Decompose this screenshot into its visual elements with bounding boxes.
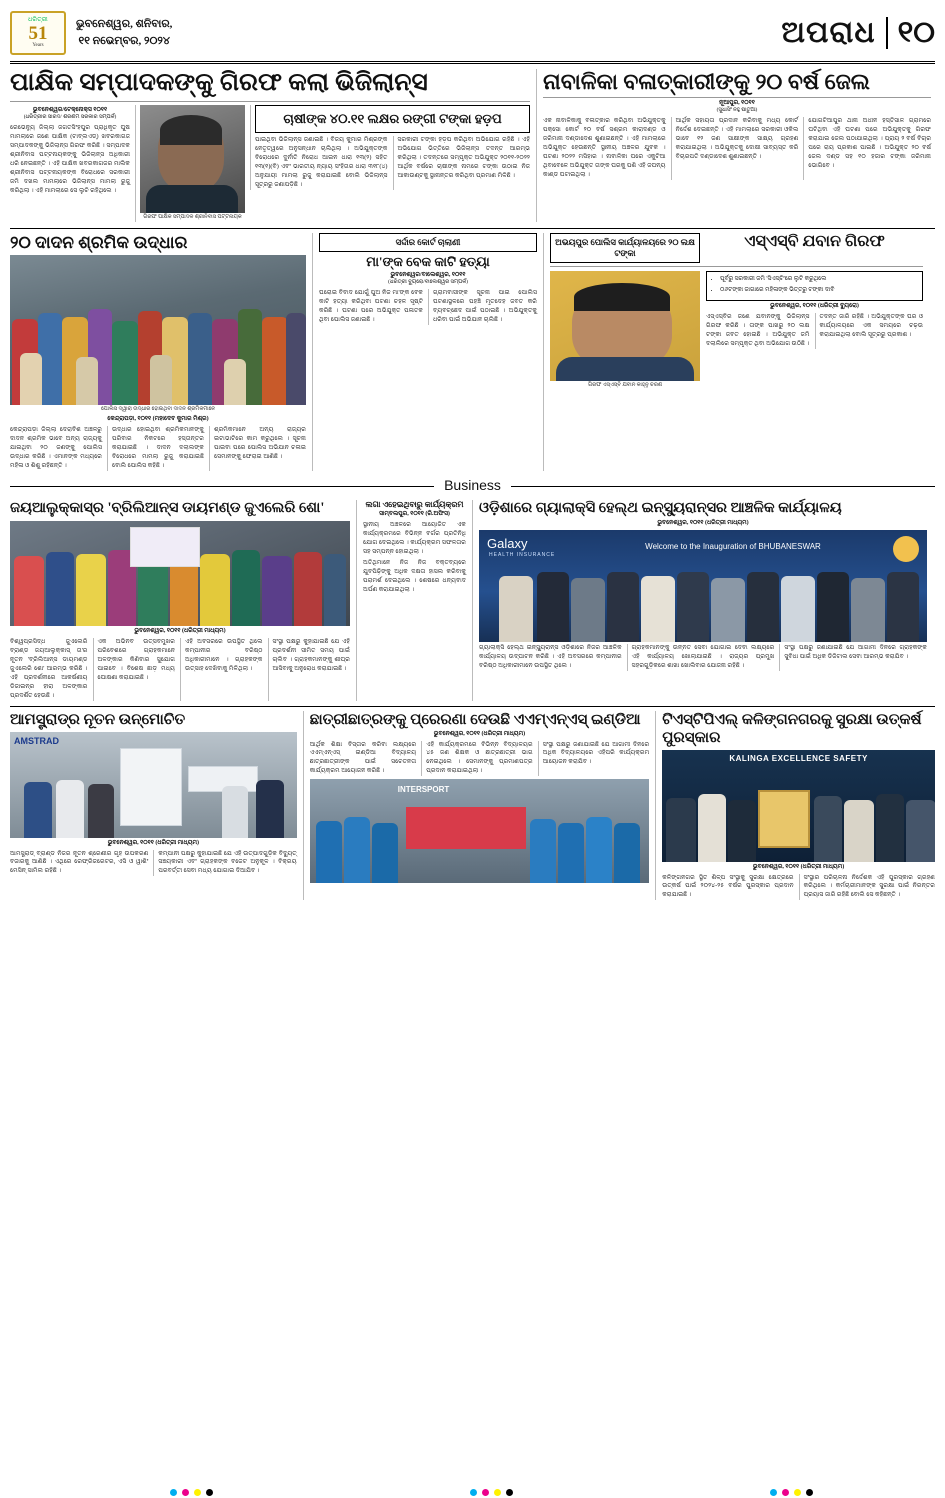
amns-photo: [310, 779, 649, 883]
top-section: [10, 69, 935, 222]
rescue-col1: କେନ୍ଦ୍ରାପଡ଼ା ଜିଲ୍ଲା ଦେରାବିଶ ଅଞ୍ଚଳରୁ ଦାଦନ ଶ୍ରମିକ ଭାବେ ଅନ୍ୟ ରାଜ୍ୟକୁ ଯାଇଥିବା ୨୦ ଜଣଙ୍କୁ ପୋଲିସ ଉଦ୍ଧାର କରିଛି । ଏମାନଙ୍କ ମଧ୍ୟରେ ମହିଳା ଓ ଶିଶୁ ରହିଛନ୍ତି ।: [10, 426, 102, 470]
jewellery-col1: ବିଶ୍ୱପ୍ରସିଦ୍ଧ ଜୁଏଲେରି ବ୍ରାଣ୍ଡ ଜୟଆଲୁକ୍କାସ୍ ତା'ର ନୂତନ 'ବ୍ରିଲିଆନ୍ସ ଡାୟମଣ୍ଡ ଜୁଏଲେରି ଶୋ' ଆରମ୍ଭ କରିଛି । ଏହି ପ୍ରଦର୍ଶନୀରେ ଆକର୍ଷଣୀୟ ଡିଜାଇନ୍‌ର ହୀରା ଅଳଙ୍କାର ପ୍ରଦର୍ଶିତ ହେଉଛି ।: [10, 637, 88, 699]
ssb-kicker: ଅଭୟପୁର ପୋଲିସ କାର୍ଯ୍ୟାଳୟରେ ୨୦ ଲକ୍ଷ ଟଙ୍କା: [550, 233, 700, 263]
lead-story-left: [10, 69, 530, 222]
masthead: [10, 8, 935, 64]
rescue-headline: ୨୦ ଦାଦନ ଶ୍ରମିକ ଉଦ୍ଧାର: [10, 232, 188, 252]
masthead-left: [10, 11, 172, 55]
amstrad-photo: [10, 732, 297, 838]
ssb-bullet-box: [706, 271, 923, 301]
amns-headline: ଛାତ୍ରୀଛାତ୍ରଙ୍କୁ ପ୍ରେରଣା ଦେଉଛି ଏଏମ୍‌ଏନ୍‌ଏସ୍ ଇଣ୍ଡିଆ: [309, 711, 641, 728]
publication-logo: [10, 11, 66, 55]
murder-story: [312, 233, 537, 471]
lead-story-right: [536, 69, 931, 222]
amns-byline: ଭୁବନେଶ୍ୱର, ୧୦୧୧ (ଧରିତ୍ରୀ ମାଧ୍ୟମ): [433, 730, 526, 737]
jewellery-byline: ଭୁବନେଶ୍ୱର, ୧୦୧୧ (ଧରିତ୍ରୀ ମାଧ୍ୟମ): [134, 627, 226, 634]
galaxy-banner-logo: Galaxy: [487, 535, 528, 551]
rescue-col3: ଶ୍ରମିକମାନେ ଅନ୍ୟ ରାଜ୍ୟର ଇଟାଭାଟିରେ କାମ କରୁଥିଲେ । ସୂଚନା ପାଇବା ପରେ ପୋଲିସ ଅଭିଯାନ ଚଳାଇ ସେମାନଙ୍କୁ ଫେରାଇ ଆଣିଛି ।: [209, 426, 306, 471]
lead-right-col2: ଆର୍ଥିକ ସହାୟତା ପ୍ରଦାନ କରିବାକୁ ମଧ୍ୟ କୋର୍ଟ ନିର୍ଦ୍ଦେଶ ଦେଇଛନ୍ତି । ଏହି ମାମଲାରେ ସରକାରୀ ଓକିଲ ଭାବେ ୧୨ ଜଣ ସାକ୍ଷୀଙ୍କ ସାକ୍ଷ୍ୟ ଗ୍ରହଣ କରାଯାଇଥିଲା । ଅଭିଯୁକ୍ତକୁ ଦୋଷୀ ସାବ୍ୟସ୍ତ କରି ବିଚାରପତି ଦଣ୍ଡାଦେଶ ଶୁଣାଇଛନ୍ତି ।: [671, 117, 799, 180]
lead-right-byline: ନୂଆପୁର, ୧୦୧୧ (ସୁଧାସିଂ ନହୁ ଷାତୁଆ): [716, 100, 758, 114]
header-divider: [886, 17, 888, 49]
registration-dots-left: [170, 1489, 213, 1496]
rescue-photo: [10, 255, 306, 405]
galaxy-byline: ଭୁବନେଶ୍ୱର, ୧୦୧୧ (ଧରିତ୍ରୀ ମାଧ୍ୟମ): [657, 519, 749, 526]
ssb-col1: ଏସ୍‌ଏସ୍‌ବିର ଜଣେ ଯବାନଙ୍କୁ ଭିଜିଲାନ୍ସ ଗିରଫ କରିଛି । ତାଙ୍କ ପାଖରୁ ୨୦ ଲକ୍ଷ ଟଙ୍କା ଜବତ ହୋଇଛି । ଅଭିଯୁକ୍ତ ଜମି ଦଲାଲିରେ ସମ୍ପୃକ୍ତ ଥିବା ଅଭିଯୋଗ ଉଠିଛି ।: [706, 312, 810, 347]
galaxy-banner-sub: HEALTH INSURANCE: [489, 551, 556, 558]
rescue-story: [10, 233, 306, 471]
rescue-byline: କେନ୍ଦ୍ରାପଡ଼ା, ୧୦୧୧ (ମହାଦେବ କୁମାର ମିଶ୍ର): [107, 416, 209, 423]
galaxy-headline: ଓଡ଼ିଶାରେ ଗ୍ୟାଲାକ୍ସି ହେଲ୍ଥ ଇନ୍‌ସ୍ୟୁରାନ୍ସର ଆଞ୍ଚଳିକ କାର୍ଯ୍ୟାଳୟ: [479, 500, 842, 517]
page-number: ୧୦: [897, 15, 935, 49]
sambalpur-byline: ସାମ୍ବଲପୁର, ୧୦୧୧ (ରି.ଅଫିସ): [379, 511, 450, 518]
murder-kicker: ସର୍ଦ୍ଦାର କୋର୍ଟ ଚାଲାଣୀ: [319, 233, 537, 252]
print-registration-marks: [0, 1486, 945, 1498]
jewellery-headline: ଜୟଆଲୁକ୍କାସ୍‌ର 'ବ୍ରିଲିଆନ୍ସ ଡାୟମଣ୍ଡ ଜୁଏଲେରି ଶୋ': [10, 500, 325, 517]
dateline-place: ଭୁବନେଶ୍ୱର, ଶନିବାର,: [76, 18, 173, 30]
amstrad-story: [10, 711, 297, 901]
amns-story: [303, 711, 649, 901]
lead-left-col1: ରେଭେନ୍ୟୁ ଜିଲ୍ଲା ଜଗତସିଂହପୁର ପ୍ରାଧିକୃତ ଘୁଷ ମାମଲାରେ ଜଣେ ପାକ୍ଷିକ (ଟାବ୍ଲଏଡ୍‌) ଖବରକାଗଜ ସମ୍ପାଦକଙ୍କୁ ଭିଜିଲାନ୍ସ ଗିରଫ କରିଛି । ସମ୍ପାଦକ ଶ୍ରୀନିବାସ ପଟ୍ଟନାୟକଙ୍କୁ ଭିଜିଲାନ୍ସ ଅଧିକାରୀ ଧରି ନେଇଛନ୍ତି । ଏହି ପାକ୍ଷିକ ଖବରକାଗଜର ମାଲିକ ଶ୍ରୀନିବାସ ପଟ୍ଟନାୟକଙ୍କ ବିରୋଧରେ ସରକାରୀ ଜମି ଦଖଲ ମାମଲାରେ ଭିଜିଲାନ୍ସ ମାମଲା ରୁଜୁ କରିଥିଲା । ଏହି ମାମଲାରେ ସେ ଲୁଚି ରହିଥିଲେ ।: [10, 123, 130, 194]
safety-byline: ଭୁବନେଶ୍ୱର, ୧୦୧୧ (ଧରିତ୍ରୀ ମାଧ୍ୟମ): [752, 863, 845, 870]
ssb-bullet-1: • ପୂର୍ବରୁ ସରକାରୀ ଜମି 'ସିଏସ୍‌ଟି'ରେ ଲୁଟି କରୁଥିଲେ: [720, 275, 918, 284]
sambalpur-col2: ଅତିଥିମାନେ ନିଜ ନିଜ ବକ୍ତବ୍ୟରେ ଯୁବପିଢ଼ିଙ୍କୁ ଅଧିକ ଦକ୍ଷତା ହାସଲ କରିବାକୁ ପରାମର୍ଶ ଦେଇଥିଲେ । ଶେଷରେ ଧନ୍ୟବାଦ ଅର୍ପଣ କରାଯାଇଥିଲା ।: [363, 559, 466, 594]
amstrad-brand-label: AMSTRAD: [14, 735, 59, 746]
amns-banner-label: INTERSPORT: [397, 785, 450, 795]
logo-years-label: Years: [32, 43, 44, 48]
lead-left-subheadline: ଚାଷୀଙ୍କ ୪୦.୧୧ ଲକ୍ଷର ରଙ୍ଗୀ ଟଙ୍କା ହଡ଼ପ: [255, 105, 530, 133]
galaxy-story: [472, 500, 927, 700]
safety-col2: ସଂସ୍ଥାର ପରିଚାଳନା ନିର୍ଦ୍ଦେଶକ ଏହି ପୁରସ୍କାର ଗ୍ରହଣ କରିଥିଲେ । କର୍ମଚାରୀମାନଙ୍କ ସୁରକ୍ଷା ପାଇଁ ନିରନ୍ତର ପ୍ରୟାସ ଜାରି ରହିଛି ବୋଲି ସେ କହିଛନ୍ତି ।: [799, 874, 935, 901]
ssb-col2: ତଦନ୍ତ ଜାରି ରହିଛି । ଅଭିଯୁକ୍ତଙ୍କ ଘର ଓ କାର୍ଯ୍ୟାଳୟରେ ଏକ ସମୟରେ ଚଢ଼ଉ କରାଯାଇଥିଲା ବୋଲି ସୂତ୍ରରୁ ପ୍ରକାଶ ।: [815, 313, 924, 349]
ssb-headline: ଏସ୍‌ଏସ୍‌ବି ଯବାନ ଗିରଫ: [744, 232, 885, 250]
middle-section: [10, 233, 935, 471]
galaxy-photo: [479, 530, 927, 642]
lead-left-col2: ପାଇଥିବା ଭିଜିଲାନ୍ସ ଜଣାଇଛି । ବିଜୟ କୁମାର ମିଶ୍ରଙ୍କ ନେତୃତ୍ୱରେ ଅନୁସନ୍ଧାନ ଚାଲିଥିଲା । ଅଭିଯୁକ୍ତଙ୍କ ବିରୋଧରେ ଦୁର୍ନୀତି ନିରୋଧ ଆଇନ ଧାରା ୧୩(୨) ସହିତ ୧୩(୧)(ବି) ଏବଂ ଭାରତୀୟ ନ୍ୟାୟ ସଂହିତାର ଧାରା ୩୧୮(୪) ଅନୁଯାୟୀ ମାମଲା ରୁଜୁ କରାଯାଇଛି ବୋଲି ଭିଜିଲାନ୍ସ ସୂତ୍ରରୁ ଜଣାପଡ଼ିଛି ।: [255, 136, 388, 188]
ssb-photo: [550, 271, 700, 381]
ssb-byline: ଭୁବନେଶ୍ୱର, ୧୦୧୧ (ଧରିତ୍ରୀ ବ୍ୟୁରୋ): [770, 302, 859, 309]
sambalpur-story: [356, 500, 466, 700]
galaxy-banner-welcome: Welcome to the Inauguration of BHUBANESWAR: [645, 541, 821, 551]
lead-left-photo: [140, 105, 245, 213]
lead-right-col1: ଏକ ନାବାଳିକାକୁ ବଳାତ୍କାର କରିଥିବା ଅଭିଯୁକ୍ତକୁ ପକ୍‌ସୋ କୋର୍ଟ ୨୦ ବର୍ଷ ସଶ୍ରମ କାରାଦଣ୍ଡ ଓ ଜରିମାନା ଦଣ୍ଡାଦେଶ ଶୁଣାଇଛନ୍ତି । ଏହି ମାମଲାରେ ଅଭିଯୁକ୍ତ ହେଉଛନ୍ତି ସ୍ଥାନୀୟ ଅଞ୍ଚଳର ଯୁବକ । ଘଟଣା ୨୦୨୨ ମସିହାର । ନାବାଳିକା ଘରେ ଏକୁଟିଆ ଥିବାବେଳେ ଅଭିଯୁକ୍ତ ତାଙ୍କ ଘରକୁ ପଶି ଏହି ଜଘନ୍ୟ କାଣ୍ଡ ଘଟାଇଥିଲା ।: [543, 117, 666, 179]
amns-col3: ସଂସ୍ଥା ପକ୍ଷରୁ ଜଣାଯାଇଛି ଯେ ଆଗାମୀ ଦିନରେ ଅଧିକ ବିଦ୍ୟାଳୟରେ ଏହିପରି କାର୍ଯ୍ୟକ୍ରମ ଆୟୋଜନ କରାଯିବ ।: [538, 741, 650, 777]
dateline: [76, 16, 172, 49]
lead-left-headline: ପାକ୍ଷିକ ସମ୍ପାଦକଙ୍କୁ ଗିରଫ କଲା ଭିଜିଲାନ୍ସ: [10, 69, 428, 96]
safety-headline: ଟିଏସ୍‌ଟିପିଏଲ୍ କଳିଙ୍ଗନଗରକୁ ସୁରକ୍ଷା ଉତ୍କର୍ଷ ପୁରସ୍କାର: [662, 711, 922, 746]
section-name: ଅପରାଧ: [781, 15, 876, 49]
lead-left-byline: ଭୁବନେଶ୍ୱର/ଟେକ୍ନୋକ୍ସ ୧୦୧୧ (ଧରିତ୍ରୀର ସାରଦ/ ଶରଣମ ସରକାର ସମ୍ପର୍କ): [23, 106, 117, 120]
amns-col1: ଆର୍ଥିକ ଶିକ୍ଷା ବିସ୍ତାର କରିବା ଲକ୍ଷ୍ୟରେ ଏଏମ୍‌ଏନ୍‌ଏସ୍ ଇଣ୍ଡିଆ ବିଦ୍ୟାଳୟ ଛାତ୍ରଛାତ୍ରୀଙ୍କ ପାଇଁ ସଚେତନତା କାର୍ଯ୍ୟକ୍ରମ ଆୟୋଜନ କରିଛି ।: [309, 740, 417, 775]
amstrad-byline: ଭୁବନେଶ୍ୱର, ୧୦୧୧ (ଧରିତ୍ରୀ ମାଧ୍ୟମ): [107, 839, 200, 846]
dateline-date: ୧୧ ନଭେମ୍ବର, ୨୦୨୪: [78, 34, 170, 47]
sambalpur-col1: ସ୍ଥାନୀୟ ଅଞ୍ଚଳରେ ଆୟୋଜିତ ଏକ କାର୍ଯ୍ୟକ୍ରମରେ ବିଭିନ୍ନ ବର୍ଗର ପ୍ରତିନିଧି ଯୋଗ ଦେଇଥିଲେ । କାର୍ଯ୍ୟକ୍ରମ ସଫଳତାର ସହ ସମ୍ପନ୍ନ ହୋଇଥିଲା ।: [363, 521, 466, 556]
amns-col2: ଏହି କାର୍ଯ୍ୟକ୍ରମରେ ବିଭିନ୍ନ ବିଦ୍ୟାଳୟର ୪୫ ଜଣ ଶିକ୍ଷକ ଓ ଛାତ୍ରଛାତ୍ରୀ ଭାଗ ନେଇଥିଲେ । ସେମାନଙ୍କୁ ପ୍ରମାଣପତ୍ର ପ୍ରଦାନ କରାଯାଇଥିଲା ।: [421, 741, 533, 777]
business-band: [10, 477, 935, 495]
ssb-story: [543, 233, 923, 471]
logo-anniversary-number: 51: [28, 23, 48, 44]
safety-col1: କଳିଙ୍ଗନଗର ସ୍ଥିତ ଶିଳ୍ପ ସଂସ୍ଥାକୁ ସୁରକ୍ଷା କ୍ଷେତ୍ରରେ ଉତ୍କର୍ଷ ପାଇଁ ୨୦୨୪-୨୫ ବର୍ଷର ପୁରସ୍କାର ପ୍ରଦାନ କରାଯାଇଛି ।: [662, 873, 794, 899]
lead-left-photo-caption: ଗିରଫ ପାକ୍ଷିକ ସମ୍ପାଦକ ଶ୍ରୀନିବାସ ପଟ୍ଟନାୟକ: [143, 213, 242, 220]
murder-col1: ଘରୋଇ ବିବାଦ ଯୋଗୁଁ ପୁଅ ନିଜ ମା'ଙ୍କ ବେକ କାଟି ହତ୍ୟା କରିଥିବା ଘଟଣା ଚହଳ ସୃଷ୍ଟି କରିଛି । ଘଟଣା ପରେ ଅଭିଯୁକ୍ତ ପଳାତକ ଥିବା ପୋଲିସ ଜଣାଇଛି ।: [319, 288, 423, 323]
lead-left-col3: ସରକାରୀ ଟଙ୍କା ହଡ଼ପ କରିଥିବା ଅଭିଯୋଗ ରହିଛି । ଏହି ଅଭିଯୋଗ ଭିତ୍ତିରେ ଭିଜିଲାନ୍ସ ତଦନ୍ତ ଆରମ୍ଭ କରିଥିଲା । ତଦନ୍ତରେ ସମ୍ପୃକ୍ତ ଅଭିଯୁକ୍ତ ୨୦୧୧-୨୦୨୨ ଆର୍ଥିକ ବର୍ଷରେ ଚାଷୀଙ୍କ ନାମରେ ଟଙ୍କା ଉଠାଇ ନିଜ ଆକାଉଣ୍ଟକୁ ସ୍ଥାନାନ୍ତର କରିଥିବା ପ୍ରମାଣ ମିଳିଛି ।: [393, 136, 531, 190]
safety-award-story: [655, 711, 935, 901]
rescue-photo-caption: ପୋଲିସ ଦ୍ୱାରା ଉଦ୍ଧାର ହୋଇଥିବା ଦାଦନ ଶ୍ରମିକମାନେ: [100, 406, 215, 413]
murder-byline: ଭୁବନେଶ୍ୱର/ବାଲେଶ୍ୱର, ୧୦୧୧ (ଧରିତ୍ରୀ ବ୍ୟୁରୋ/ବାଲେଶ୍ୱର ସମ୍ପର୍କ): [388, 271, 468, 285]
business-label: Business: [434, 477, 511, 493]
amstrad-col1: ଆମସ୍ଟ୍ରାଡ୍ ବ୍ରାଣ୍ଡ ନିଜର ନୂତନ ଶ୍ରେଣୀର ଗୃହ ଉପକରଣ ବଜାରକୁ ଆଣିଛି । ଏଥିରେ ରେଫ୍ରିଜରେଟର, ଏସି ଓ ୱାଶିଂ ମେସିନ୍ ସାମିଲ ରହିଛି ।: [10, 849, 149, 875]
sambalpur-kicker: ଲଗା ଏହେଇଥିବାରୁ କାର୍ଯ୍ୟକ୍ରମ: [365, 500, 464, 510]
jewellery-col2: ଏକ ଅଭିନବ ଉତ୍ସବମୁଖର ପରିବେଶରେ ଗ୍ରାହକମାନେ ଅଳଙ୍କାର କିଣିବାର ସୁଯୋଗ ପାଇବେ । ବିଶେଷ ଛାଡ଼ ମଧ୍ୟ ଘୋଷଣା କରାଯାଇଛି ।: [93, 638, 176, 701]
galaxy-col2: ଗ୍ରାହକମାନଙ୍କୁ ଉନ୍ନତ ସେବା ଯୋଗାଇ ଦେବା ଲକ୍ଷ୍ୟରେ ଏହି କାର୍ଯ୍ୟାଳୟ ଖୋଲାଯାଇଛି । ରାଜ୍ୟର ପ୍ରମୁଖ ସହରଗୁଡ଼ିକରେ ଶାଖା ଖୋଲିବାର ଯୋଜନା ରହିଛି ।: [627, 644, 775, 671]
murder-headline: ମା'ଙ୍କ ବେକ କାଟି ହତ୍ୟା: [366, 253, 490, 269]
rescue-col2: ଉଦ୍ଧାର ହୋଇଥିବା ଶ୍ରମିକମାନଙ୍କୁ ପରିବାର ନିକଟରେ ହସ୍ତାନ୍ତର କରାଯାଇଛି । ଦାଦନ ଦଲାଲଙ୍କ ବିରୋଧରେ ମାମଲା ରୁଜୁ କରାଯାଇଛି ବୋଲି ପୋଲିସ କହିଛି ।: [107, 426, 204, 471]
logo-title: ଧରିତ୍ରୀ: [28, 17, 48, 23]
safety-photo: [662, 750, 935, 862]
business-section: [10, 500, 935, 700]
jewellery-col3: ଏହି ଅବସରରେ ଉପସ୍ଥିତ ଥିଲେ କମ୍ପାନୀର ବରିଷ୍ଠ ଅଧିକାରୀମାନେ । ଗ୍ରାହକଙ୍କ ଉତ୍ସାହ ଦେଖିବାକୁ ମିଳିଥିଲା ।: [180, 638, 263, 701]
registration-dots-center: [470, 1489, 513, 1496]
ssb-photo-caption: ଗିରଫ ଏସ୍‌ଏସ୍‌ବି ଯବାନ କାହ୍ନୁ ଚରଣ: [587, 381, 663, 388]
safety-banner-label: KALINGA EXCELLENCE SAFETY: [729, 753, 868, 763]
bottom-section: [10, 711, 935, 901]
murder-col2: ଗ୍ରାମବାସୀଙ୍କ ସୂଚନା ପାଇ ପୋଲିସ ଘଟଣାସ୍ଥଳରେ ପହଞ୍ଚି ମୃତଦେହ ଜବତ କରି ବ୍ୟବଚ୍ଛେଦ ପାଇଁ ପଠାଇଛି । ଅଭିଯୁକ୍ତକୁ ଧରିବା ପାଇଁ ଅଭିଯାନ ଚାଲିଛି ।: [428, 289, 537, 325]
jewellery-col4: ସଂସ୍ଥା ପକ୍ଷରୁ କୁହାଯାଇଛି ଯେ ଏହି ପ୍ରଦର୍ଶନୀ ସୀମିତ ସମୟ ପାଇଁ ଚାଲିବ । ଗ୍ରାହକମାନଙ୍କୁ ଶୀଘ୍ର ଆସିବାକୁ ଅନୁରୋଧ କରାଯାଇଛି ।: [268, 638, 351, 701]
lead-right-headline: ନାବାଳିକା ବଳାତ୍କାରୀଙ୍କୁ ୨୦ ବର୍ଷ ଜେଲ: [543, 69, 870, 94]
jewellery-story: [10, 500, 350, 700]
galaxy-col3: ସଂସ୍ଥା ପକ୍ଷରୁ ଜଣାଯାଇଛି ଯେ ଆଗାମୀ ଦିନରେ ଗ୍ରାହକଙ୍କ ସୁବିଧା ପାଇଁ ଅଧିକ ଡିଜିଟାଲ ସେବା ଆରମ୍ଭ କରାଯିବ ।: [779, 644, 927, 671]
registration-dots-right: [770, 1489, 813, 1496]
amstrad-col2: କମ୍ପାନୀ ପକ୍ଷରୁ କୁହାଯାଇଛି ଯେ ଏହି ଉତ୍ପାଦଗୁଡ଼ିକ ବିଦ୍ୟୁତ୍ ସଞ୍ଚୟକାରୀ ଏବଂ ଗ୍ରାହକଙ୍କ ବଜେଟ ଅନୁକୂଳ । ବିକ୍ରୟ ପରବର୍ତ୍ତୀ ସେବା ମଧ୍ୟ ଯୋଗାଇ ଦିଆଯିବ ।: [153, 850, 296, 877]
crowd-figures: [10, 255, 306, 405]
jewellery-photo: [10, 521, 350, 626]
amstrad-headline: ଆମସ୍ଟ୍ରାଡ୍‌ର ନୂତନ ଉନ୍ମୋଚିତ: [10, 711, 186, 728]
galaxy-col1: ଗ୍ୟାଲାକ୍ସି ହେଲ୍ଥ ଇନ୍‌ସ୍ୟୁରାନ୍ସ ଓଡ଼ିଶାରେ ନିଜର ଆଞ୍ଚଳିକ କାର୍ଯ୍ୟାଳୟ ଉଦ୍‌ଘାଟନ କରିଛି । ଏହି ଅବସରରେ କମ୍ପାନୀର ବରିଷ୍ଠ ଅଧିକାରୀମାନେ ଉପସ୍ଥିତ ଥିଲେ ।: [479, 643, 622, 669]
ssb-bullet-2: • ୦୬ଟଙ୍କା ଜାଗାରେ ମହିଳାଙ୍କ ଭିତ୍ତରୁ ଟଙ୍କା ଦାବି: [720, 286, 918, 295]
lead-right-col3: ଯୋଗଟିଆପୁର ଥାନା ଅଧୀନ ହସ୍ତିସାଳ ଗ୍ରାମରେ ଘଟିଥିବା ଏହି ଘଟଣା ପରେ ଅଭିଯୁକ୍ତକୁ ଗିରଫ କରାଯାଇ ଜେଲ ପଠାଯାଇଥିଲା । ପ୍ରାୟ ୨ ବର୍ଷ ବିଚାର ପରେ ରାୟ ପ୍ରକାଶ ପାଇଛି । ଅଭିଯୁକ୍ତ ୨୦ ବର୍ଷ ଜେଲ ଦଣ୍ଡ ସହ ୧୦ ହଜାର ଟଙ୍କା ଜରିମାନା ଭୋଗିବେ ।: [803, 117, 931, 180]
section-header: [781, 16, 935, 50]
